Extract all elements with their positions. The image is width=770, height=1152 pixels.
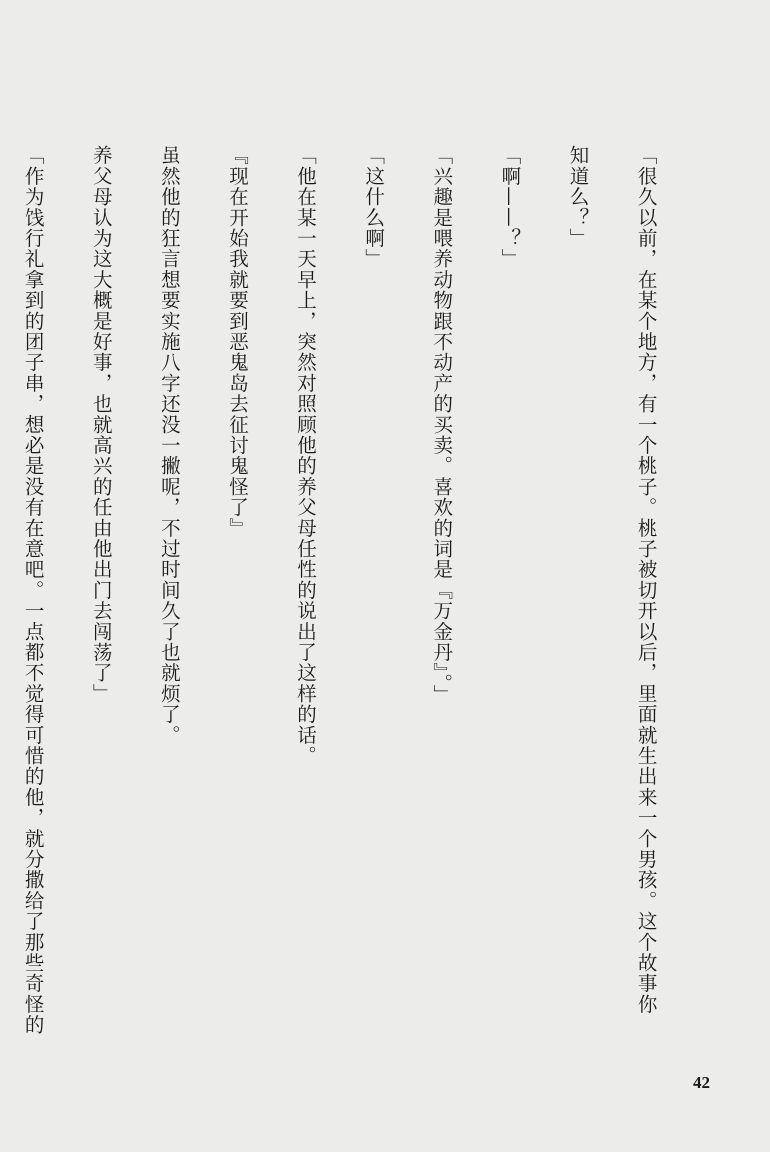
text-line: 「很久以前，在某个地方，有一个桃子。桃子被切开以后，里面就生出来一个男孩。这个故事你 <box>634 145 658 1015</box>
text-line: 『现在开始我就要到恶鬼岛去征讨鬼怪了』 <box>225 145 249 539</box>
text-line: 虽然他的狂言想要实施八字还没一撇呢，不过时间久了也就烦了。 <box>157 145 181 746</box>
page-number: 42 <box>693 1073 710 1092</box>
text-line: 知道么？」 <box>566 145 590 249</box>
text-line: 「这什么啊」 <box>362 145 386 270</box>
text-line: 「兴趣是喂养动物跟不动产的买卖。喜欢的词是『万金丹』。」 <box>430 145 454 706</box>
text-line: 养父母认为这大概是好事，也就高兴的任由他出门去闯荡了」 <box>89 145 113 704</box>
text-line: 「啊——？」 <box>498 145 522 270</box>
text-line: 「作为饯行礼拿到的团子串，想必是没有在意吧。一点都不觉得可惜的他，就分撒给了那些奇怪的 <box>21 145 45 1036</box>
vertical-text-body <box>0 145 702 1036</box>
text-line: 「他在某一天早上，突然对照顾他的养父母任性的说出了这样的话。 <box>294 145 318 766</box>
